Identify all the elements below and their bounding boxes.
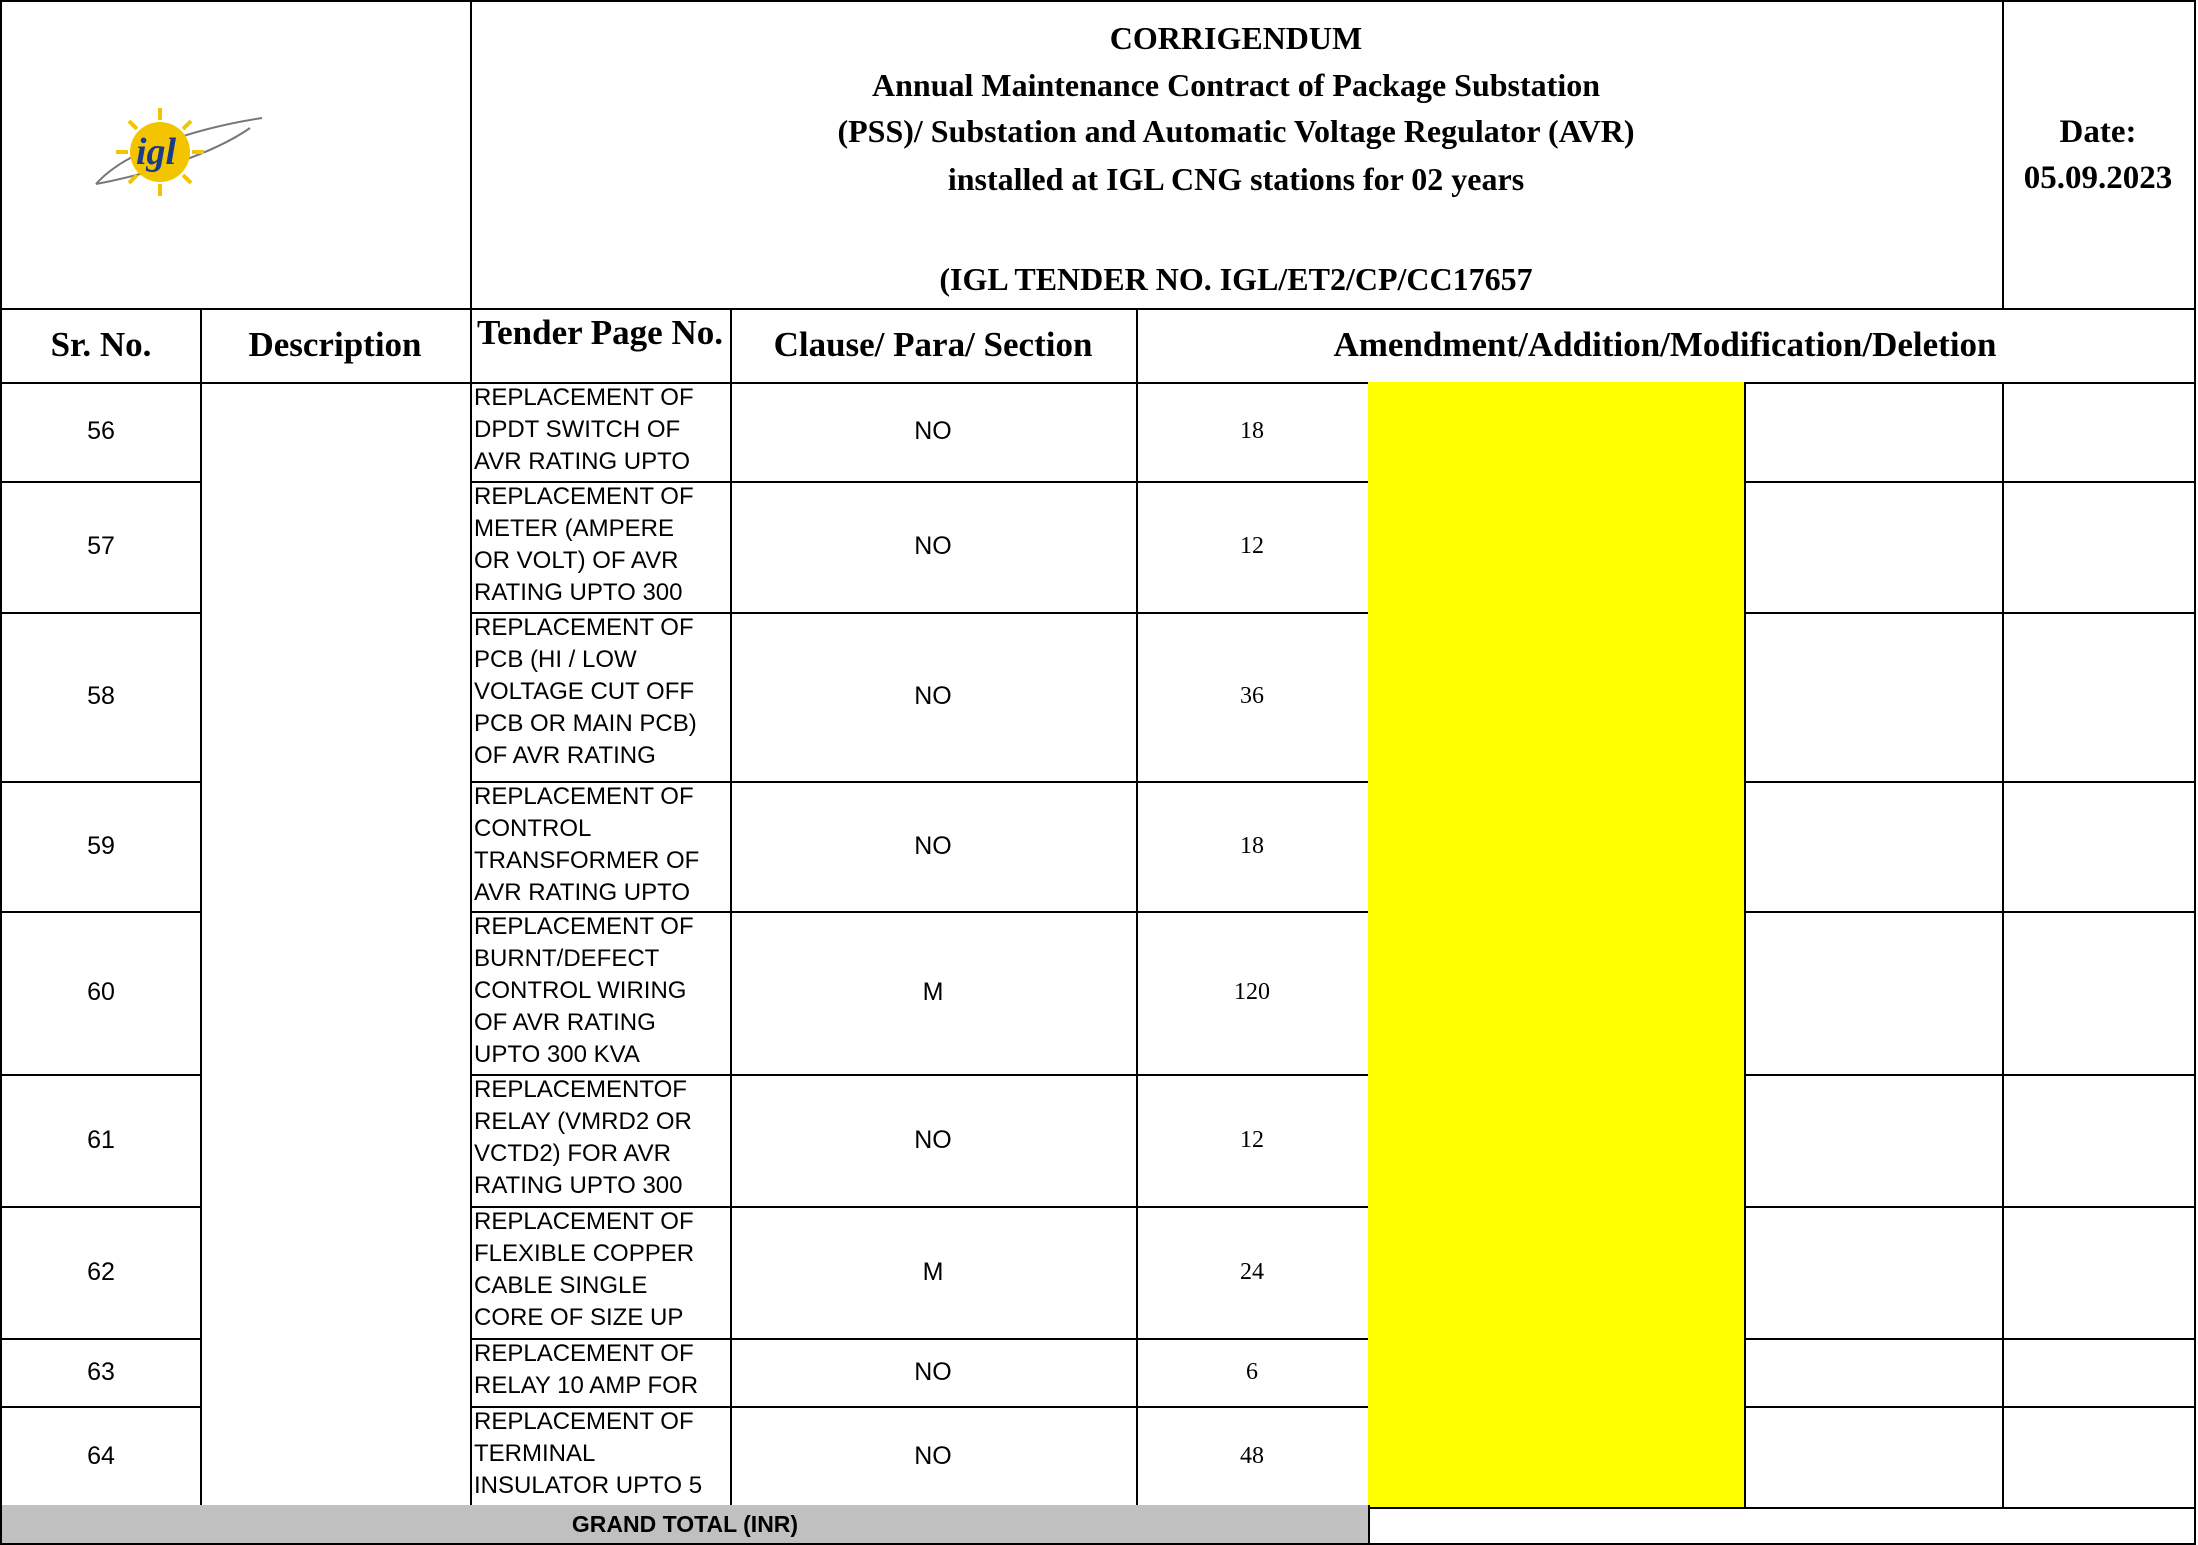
row-amount-cell — [1482, 911, 1664, 1076]
row-sr-no: 57 — [0, 481, 202, 614]
row-quantity: 48 — [1136, 1406, 1370, 1509]
row-quantity: 120 — [1136, 911, 1370, 1076]
row-unit: NO — [730, 612, 1138, 783]
row-rate-cell — [1368, 1206, 1484, 1340]
row-rate-cell — [1368, 1406, 1484, 1509]
row-remarks-cell — [2002, 781, 2196, 913]
row-quantity: 24 — [1136, 1206, 1370, 1340]
row-description: REPLACEMENT OF RELAY 10 AMP FOR — [470, 1338, 732, 1408]
row-sr-no: 63 — [0, 1338, 202, 1408]
row-blank-cell — [1744, 1206, 2004, 1340]
row-remarks-cell — [2002, 481, 2196, 614]
title-line-4: installed at IGL CNG stations for 02 years — [947, 161, 1525, 197]
row-unit: NO — [730, 382, 1138, 483]
row-quantity: 18 — [1136, 382, 1370, 483]
row-rate-cell — [1368, 481, 1484, 614]
row-description: REPLACEMENT OF FLEXIBLE COPPER CABLE SINGLE CORE OF SIZE UP — [470, 1206, 732, 1340]
row-rate-cell — [1368, 1074, 1484, 1208]
igl-logo-graphic — [90, 106, 266, 198]
row-quantity: 12 — [1136, 1074, 1370, 1208]
row-remarks-cell — [2002, 612, 2196, 783]
row-unit: NO — [730, 481, 1138, 614]
row-description: REPLACEMENT OF BURNT/DEFECT CONTROL WIRING OF AVR RATING UPTO 300 KVA — [470, 911, 732, 1076]
row-amount-cell — [1482, 382, 1664, 483]
row-tax-cell — [1662, 612, 1746, 783]
tender-number: (IGL TENDER NO. IGL/ET2/CP/CC17657 — [939, 261, 1533, 297]
description-merged-cell — [200, 382, 472, 1507]
logo-text: igl — [136, 131, 177, 173]
row-quantity: 12 — [1136, 481, 1370, 614]
col-header-description: Description — [200, 308, 472, 384]
row-remarks-cell — [2002, 1206, 2196, 1340]
row-blank-cell — [1744, 911, 2004, 1076]
row-description: REPLACEMENT OF DPDT SWITCH OF AVR RATING UPTO — [470, 382, 732, 483]
row-amount-cell — [1482, 1074, 1664, 1208]
row-description: REPLACEMENT OF PCB (HI / LOW VOLTAGE CUT OFF PCB OR MAIN PCB) OF AVR RATING — [470, 612, 732, 783]
row-rate-cell — [1368, 911, 1484, 1076]
row-tax-cell — [1662, 1206, 1746, 1340]
row-amount-cell — [1482, 781, 1664, 913]
row-blank-cell — [1744, 1406, 2004, 1509]
row-sr-no: 64 — [0, 1406, 202, 1509]
date-label: Date: — [2059, 114, 2137, 150]
col-header-tender-page: Tender Page No. — [470, 308, 732, 384]
title-line-2: Annual Maintenance Contract of Package Substation — [871, 67, 1600, 103]
row-amount-cell — [1482, 1206, 1664, 1340]
row-sr-no: 58 — [0, 612, 202, 783]
row-quantity: 18 — [1136, 781, 1370, 913]
row-remarks-cell — [2002, 382, 2196, 483]
row-rate-cell — [1368, 612, 1484, 783]
row-blank-cell — [1744, 382, 2004, 483]
row-amount-cell — [1482, 612, 1664, 783]
col-header-sr-no: Sr. No. — [0, 308, 202, 384]
row-blank-cell — [1744, 481, 2004, 614]
title-line-1: CORRIGENDUM — [1109, 20, 1363, 56]
row-unit: NO — [730, 1338, 1138, 1408]
row-sr-no: 60 — [0, 911, 202, 1076]
row-rate-cell — [1368, 382, 1484, 483]
row-unit: M — [730, 1206, 1138, 1340]
row-sr-no: 61 — [0, 1074, 202, 1208]
row-unit: NO — [730, 781, 1138, 913]
row-unit: NO — [730, 1406, 1138, 1509]
row-rate-cell — [1368, 781, 1484, 913]
row-blank-cell — [1744, 781, 2004, 913]
row-remarks-cell — [2002, 1074, 2196, 1208]
row-blank-cell — [1744, 1074, 2004, 1208]
row-description: REPLACEMENTOF RELAY (VMRD2 OR VCTD2) FOR AVR RATING UPTO 300 — [470, 1074, 732, 1208]
row-blank-cell — [1744, 612, 2004, 783]
grand-total-label: GRAND TOTAL (INR) — [0, 1505, 1370, 1545]
row-sr-no: 56 — [0, 382, 202, 483]
row-amount-cell — [1482, 1406, 1664, 1509]
date-cell — [2002, 0, 2196, 310]
row-tax-cell — [1662, 911, 1746, 1076]
col-header-amendment: Amendment/Addition/Modification/Deletion — [1136, 308, 2196, 384]
col-header-clause: Clause/ Para/ Section — [730, 308, 1138, 384]
row-sr-no: 62 — [0, 1206, 202, 1340]
row-tax-cell — [1662, 781, 1746, 913]
row-tax-cell — [1662, 382, 1746, 483]
row-rate-cell — [1368, 1338, 1484, 1408]
row-unit: NO — [730, 1074, 1138, 1208]
row-description: REPLACEMENT OF TERMINAL INSULATOR UPTO 5 — [470, 1406, 732, 1509]
row-quantity: 36 — [1136, 612, 1370, 783]
row-remarks-cell — [2002, 1406, 2196, 1509]
row-tax-cell — [1662, 1406, 1746, 1509]
row-description: REPLACEMENT OF CONTROL TRANSFORMER OF AVR RATING UPTO — [470, 781, 732, 913]
row-remarks-cell — [2002, 1338, 2196, 1408]
logo-cell — [0, 0, 472, 310]
row-sr-no: 59 — [0, 781, 202, 913]
row-tax-cell — [1662, 481, 1746, 614]
row-tax-cell — [1662, 1074, 1746, 1208]
row-remarks-cell — [2002, 911, 2196, 1076]
row-description: REPLACEMENT OF METER (AMPERE OR VOLT) OF AVR RATING UPTO 300 — [470, 481, 732, 614]
row-amount-cell — [1482, 481, 1664, 614]
date-value: 05.09.2023 — [2023, 160, 2173, 196]
row-amount-cell — [1482, 1338, 1664, 1408]
row-blank-cell — [1744, 1338, 2004, 1408]
grand-total-value — [1368, 1505, 2196, 1545]
row-quantity: 6 — [1136, 1338, 1370, 1408]
igl-logo — [90, 106, 266, 198]
row-tax-cell — [1662, 1338, 1746, 1408]
title-line-3: (PSS)/ Substation and Automatic Voltage Regulator (AVR) — [837, 113, 1635, 149]
row-unit: M — [730, 911, 1138, 1076]
